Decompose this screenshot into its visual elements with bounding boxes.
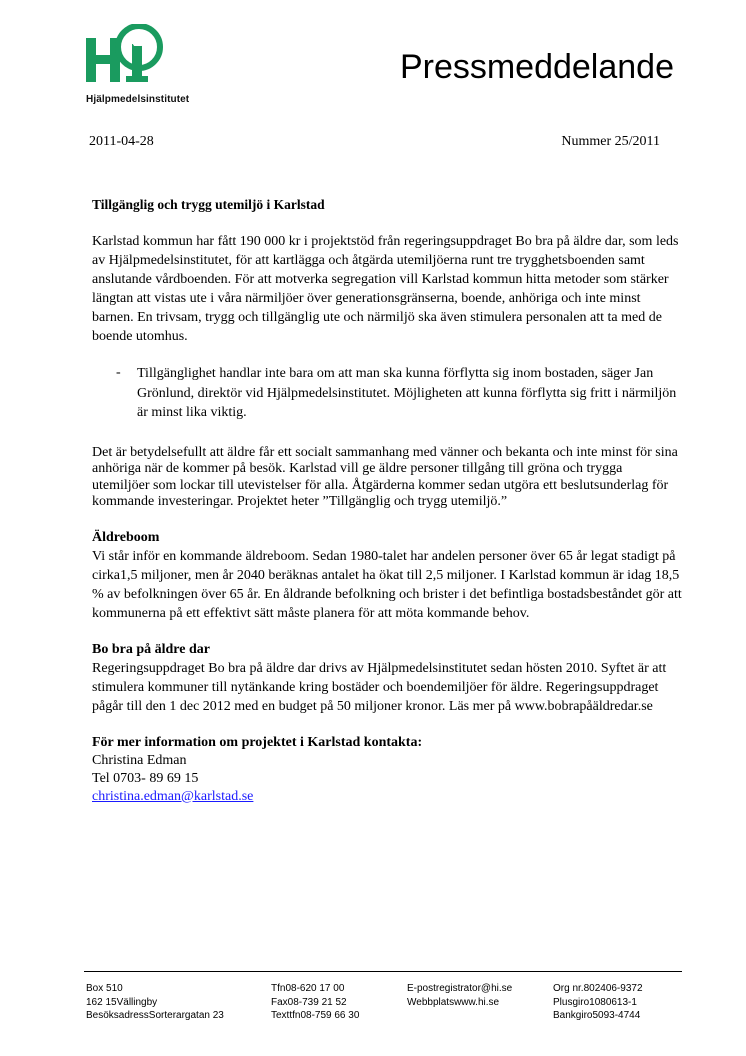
release-date: 2011-04-28 (89, 134, 154, 149)
footer-phone (271, 982, 359, 1023)
section-bobra-title: Bo bra på äldre dar (92, 641, 210, 657)
contact-email-link[interactable]: christina.edman@karlstad.se (92, 788, 254, 804)
release-number: Nummer 25/2011 (561, 134, 660, 149)
footer-line: Webbplatswww.hi.se (407, 996, 500, 1008)
bullet-dash: - (116, 365, 121, 380)
footer-line: E-postregistrator@hi.se (407, 983, 513, 994)
section-bobra (92, 641, 682, 716)
footer-org (553, 982, 643, 1023)
section-aldreboom-text: Vi står inför en kommande äldreboom. Sedan 1980-talet har andelen personer över 65 år legat stadigt på cirka1,5 miljoner, men år 2040 beräknas antalet ha ökat till 2,5 miljoner. I Karlstad kommun är idag 18,5 % av befolkningen över 65 år. En åldrande befolkning och brister i det befintliga bostadsbeståndet gör att kommunerna på ett effektivt sätt måste planera för att möta kommande behov. (92, 548, 682, 621)
contact-block (92, 734, 682, 806)
footer-line: Org nr.802406-9372 (553, 983, 643, 994)
org-name: Hjälpmedelsinstitutet (86, 94, 190, 105)
contact-phone: Tel 0703- 89 69 15 (92, 770, 199, 786)
section-aldreboom (92, 529, 682, 623)
intro-paragraph: Karlstad kommun har fått 190 000 kr i projektstöd från regeringsuppdraget Bo bra på äldre dar, som leds av Hjälpmedelsinstitutet, för att kartlägga och åtgärda utemiljöerna runt tre trygghetsboenden samt anslutande vårdboenden. För att motverka segregation vill Karlstad kommun hitta metoder som stärker längtan att vistas ute i våra närmiljöer över generationsgränserna, boende, anhöriga och inte minst barnen. En trivsam, trygg och tillgänglig ute och närmiljö ska även stimulera personalen att ta med de boende utomhus. (92, 234, 679, 344)
footer-line: Tfn08-620 17 00 (271, 983, 345, 994)
footer-divider (84, 971, 682, 972)
footer-web (407, 982, 512, 1009)
footer-line: Box 510 (86, 983, 123, 994)
section-aldreboom-title: Äldreboom (92, 529, 160, 545)
press-release-body (92, 196, 682, 824)
article-title: Tillgänglig och trygg utemiljö i Karlstad (92, 197, 325, 212)
footer-line: Bankgiro5093-4744 (553, 1010, 641, 1021)
quote-bullet (92, 364, 682, 423)
contact-name: Christina Edman (92, 752, 187, 768)
contact-title: För mer information om projektet i Karlstad kontakta: (92, 734, 423, 750)
section-bobra-text: Regeringsuppdraget Bo bra på äldre dar drivs av Hjälpmedelsinstitutet sedan hösten 2010. Syftet är att stimulera kommuner till nytänkande kring bostäder och boendemiljöer för äldre. Regeringsuppdraget pågår till den 1 dec 2012 med en budget på 50 miljoner kronor. Läs mer på www.bobrapåäldredar.se (92, 660, 667, 714)
footer-line: Fax08-739 21 52 (271, 996, 347, 1008)
quote-text: Tillgänglighet handlar inte bara om att man ska kunna förflytta sig inom bostaden, säger Jan Grönlund, direktör vid Hjälpmedelsinstitutet. Möjligheten att kunna förflytta sig fritt i närmiljön är minst lika viktig. (137, 366, 677, 420)
footer-address (86, 982, 224, 1023)
footer-line: Plusgiro1080613-1 (553, 996, 637, 1008)
document-title: Pressmeddelande (399, 48, 674, 86)
footer-line: BesöksadressSorterargatan 23 (86, 1010, 224, 1021)
footer-line: Texttfn08-759 66 30 (271, 1010, 360, 1021)
second-paragraph: Det är betydelsefullt att äldre får ett socialt sammanhang med vänner och bekanta och inte minst för sina anhöriga när de kommer på besök. Karlstad vill ge äldre personer tillgång till gröna och trygga utemiljöer som lockar till utevistelser för alla. Åtgärderna kommer sedan utgöra ett beslutsunderlag för kommande investeringar. Projektet heter ”Tillgänglig och trygg utemiljö.” (92, 444, 678, 509)
footer-line: 162 15Vällingby (86, 996, 158, 1008)
